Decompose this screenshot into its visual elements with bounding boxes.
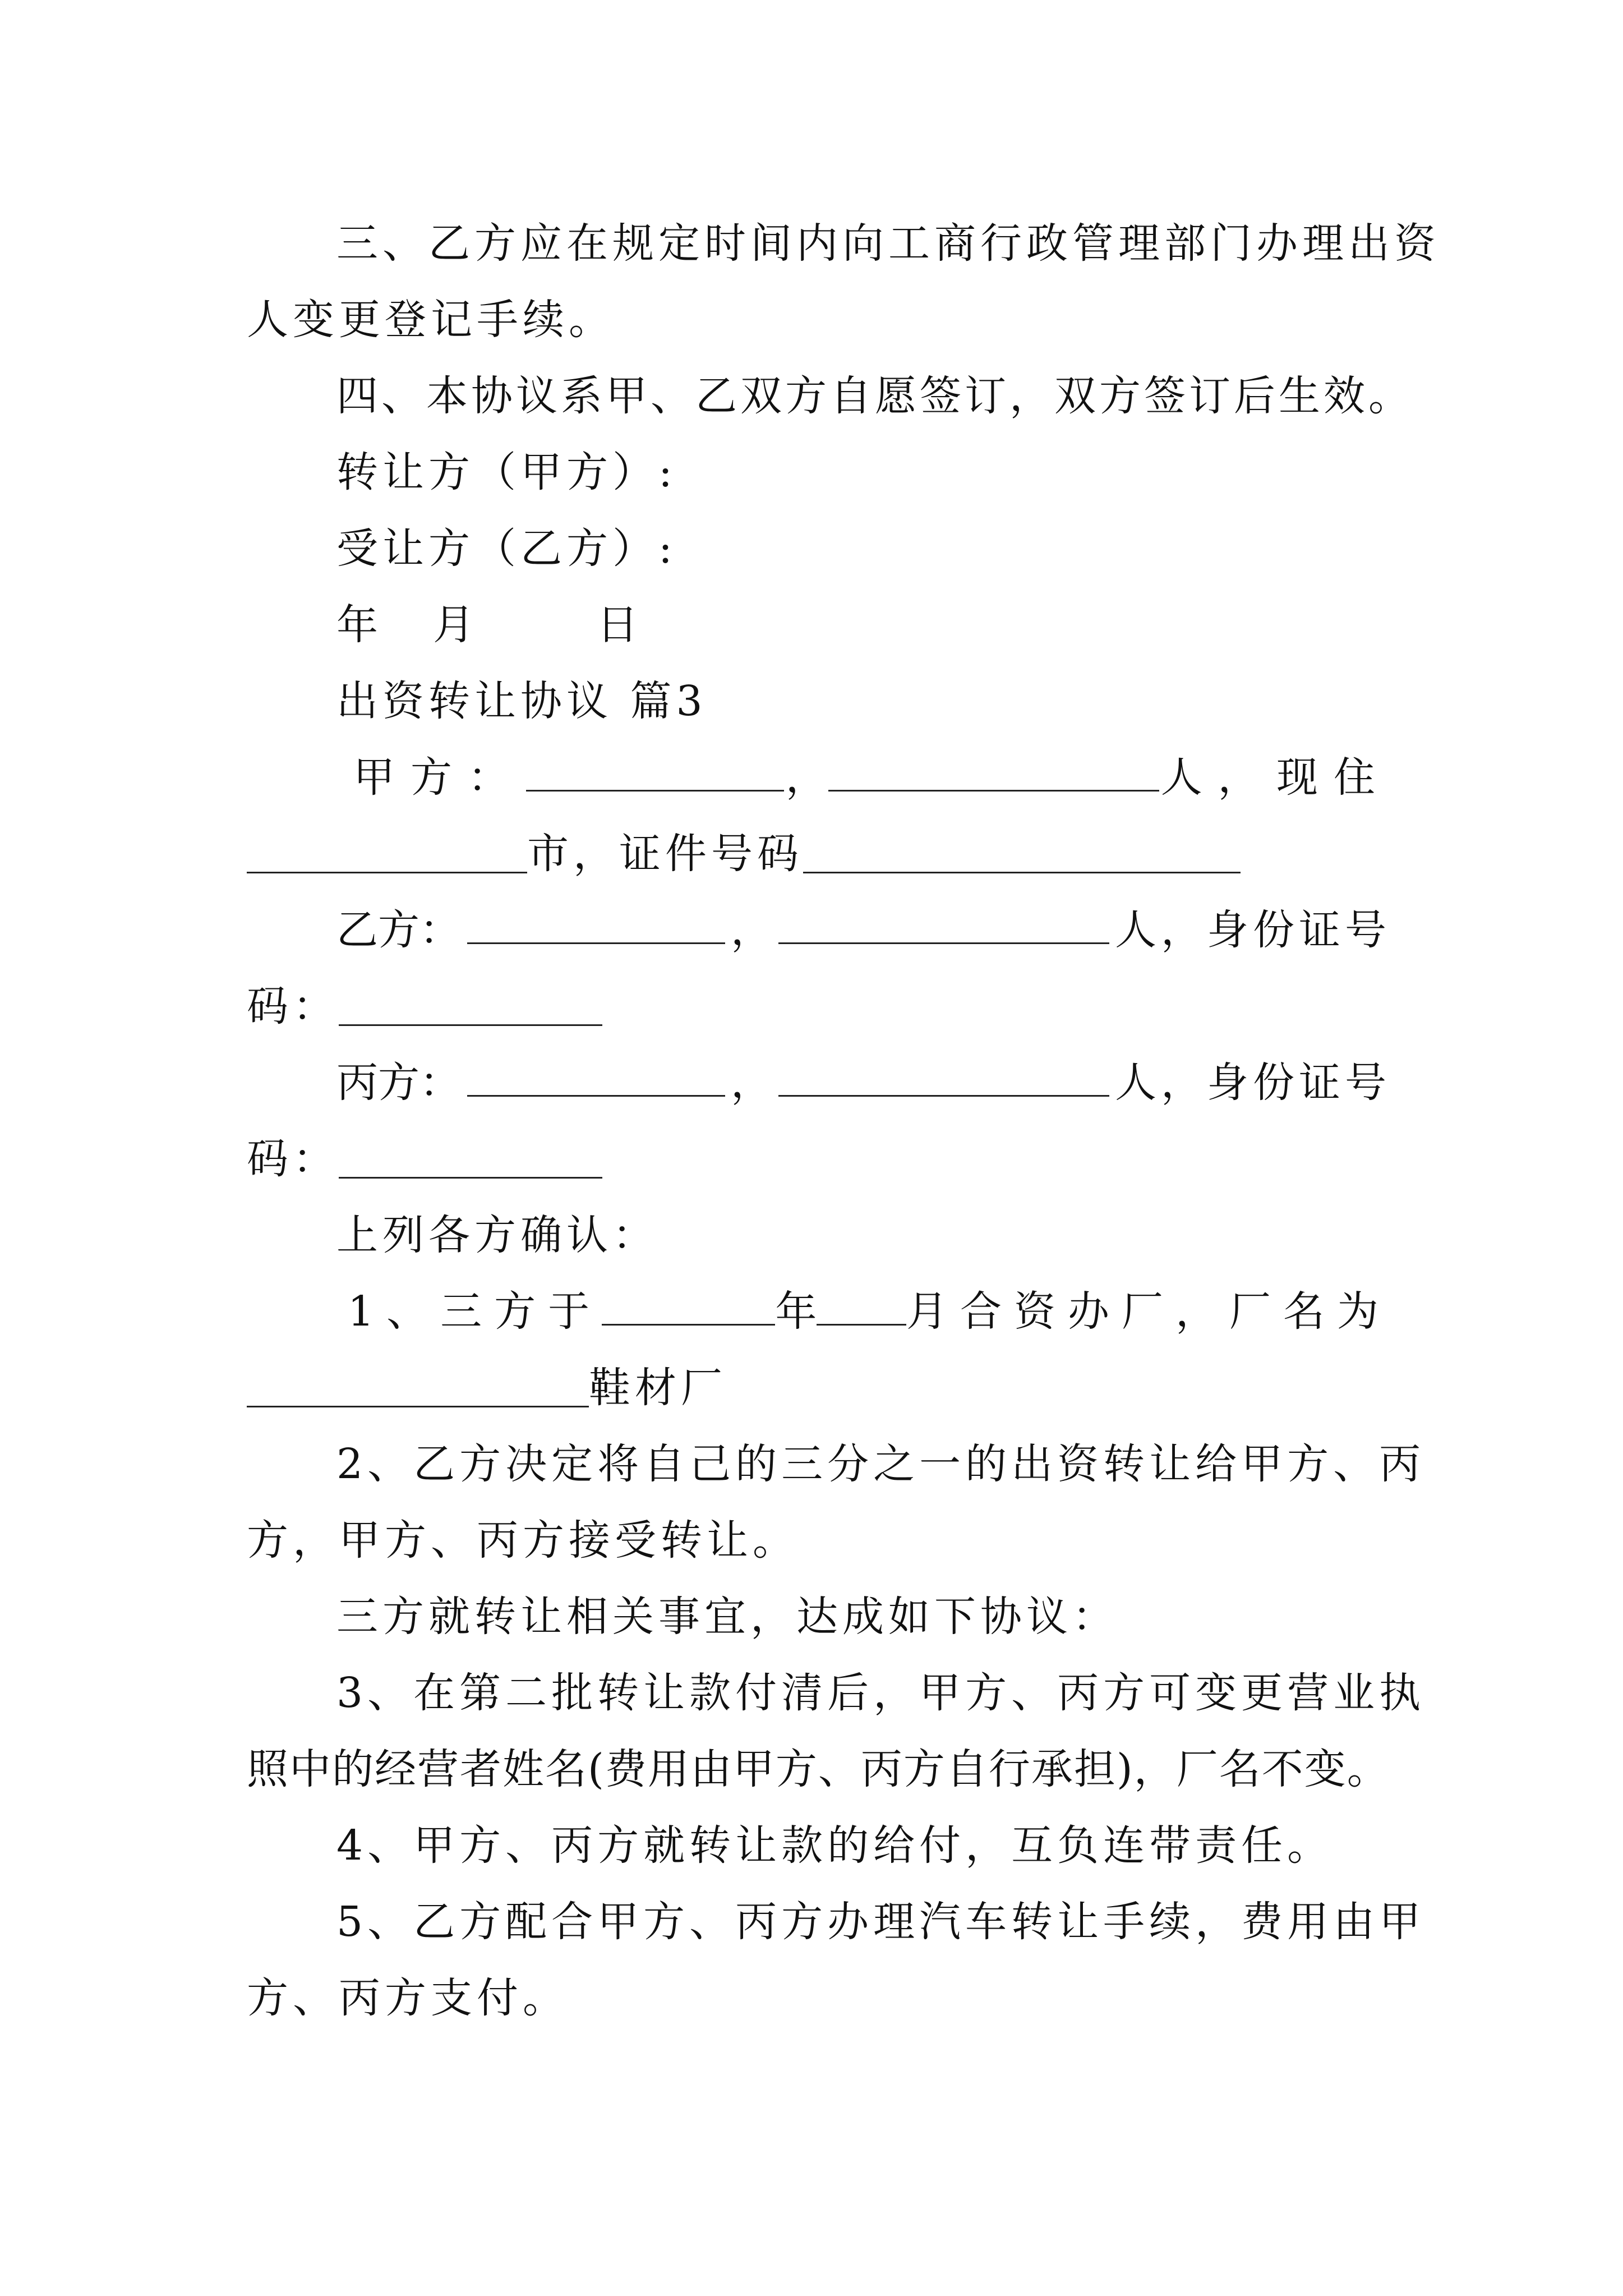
item-1-part-c: 月合资办厂，厂名为 (906, 1287, 1391, 1336)
party-b-line-1 (336, 896, 1391, 964)
signature-transferee: 受让方（乙方）: (336, 524, 677, 573)
item-5-line-2: 方、丙方支付。 (247, 1974, 569, 2022)
party-a-name-blank[interactable] (526, 748, 784, 792)
party-a-comma: ， (785, 753, 827, 802)
party-b-id-blank[interactable] (339, 983, 602, 1026)
clause-3-line-2: 人变更登记手续。 (247, 296, 615, 344)
party-c-label: 丙方： (336, 1059, 461, 1107)
party-c-tail: 人，身份证号 (1115, 1059, 1391, 1107)
party-a-id-blank[interactable] (803, 830, 1241, 873)
party-c-line-1 (336, 1049, 1391, 1116)
party-a-xianzhu: 现住 (1276, 753, 1391, 802)
item-4: 4、甲方、丙方就转让款的给付，互负连带责任。 (336, 1821, 1334, 1870)
confirm-heading: 上列各方确认： (336, 1211, 658, 1259)
party-c-ma: 码： (247, 1135, 339, 1183)
signature-date (336, 591, 1391, 659)
party-b-label: 乙方： (336, 906, 461, 954)
party-b-line-2 (247, 973, 1391, 1040)
party-a-label: 甲方： (353, 753, 525, 802)
item-1-line-2 (247, 1354, 1391, 1421)
item-1-line-1 (348, 1278, 1391, 1345)
party-a-city-blank[interactable] (247, 830, 527, 873)
party-a-line-1 (353, 744, 1391, 811)
item-3-line-2: 照中的经营者姓名(费用由甲方、丙方自行承担)，厂名不变。 (247, 1745, 1390, 1793)
item-1-part-a: 1、三方于 (348, 1287, 602, 1336)
item-5-line-1: 5、乙方配合甲方、丙方办理汽车转让手续，费用由甲 (336, 1898, 1426, 1946)
party-a-ren: 人， (1160, 753, 1275, 802)
party-c-comma: ， (731, 1059, 772, 1107)
party-b-name-blank[interactable] (467, 901, 725, 944)
item-2-line-1: 2、乙方决定将自己的三分之一的出资转让给甲方、丙 (336, 1440, 1426, 1488)
party-c-origin-blank[interactable] (778, 1053, 1109, 1097)
item-1-part-d: 鞋材厂 (589, 1364, 727, 1412)
clause-3-line-1: 三、乙方应在规定时间内向工商行政管理部门办理出资 (336, 219, 1440, 268)
party-c-name-blank[interactable] (467, 1053, 725, 1097)
section-title: 出资转让协议 篇3 (336, 677, 707, 725)
agreement-heading: 三方就转让相关事宜，达成如下协议： (336, 1593, 1118, 1641)
item-2-line-2: 方，甲方、丙方接受转让。 (247, 1516, 799, 1565)
party-a-city-id: 市，证件号码 (527, 830, 803, 878)
party-b-comma: ， (731, 906, 772, 954)
date-day: 日 (597, 601, 643, 649)
party-a-origin-blank[interactable] (828, 748, 1159, 792)
party-c-line-2 (247, 1125, 1391, 1193)
item-3-line-1: 3、在第二批转让款付清后，甲方、丙方可变更营业执 (336, 1669, 1426, 1717)
party-c-id-blank[interactable] (339, 1135, 602, 1179)
item-1-month-blank[interactable] (817, 1282, 906, 1326)
clause-4: 四、本协议系甲、乙双方自愿签订，双方签订后生效。 (336, 372, 1413, 420)
date-year: 年 (336, 601, 382, 649)
signature-transferor: 转让方（甲方）: (336, 448, 677, 496)
date-month: 月 (433, 601, 479, 649)
party-a-line-2 (247, 820, 1391, 887)
item-1-factory-blank[interactable] (247, 1364, 589, 1407)
party-b-tail: 人，身份证号 (1115, 906, 1391, 954)
party-b-origin-blank[interactable] (778, 901, 1109, 944)
item-1-part-b: 年 (775, 1287, 817, 1336)
party-b-ma: 码： (247, 982, 339, 1030)
item-1-year-blank[interactable] (602, 1282, 775, 1326)
